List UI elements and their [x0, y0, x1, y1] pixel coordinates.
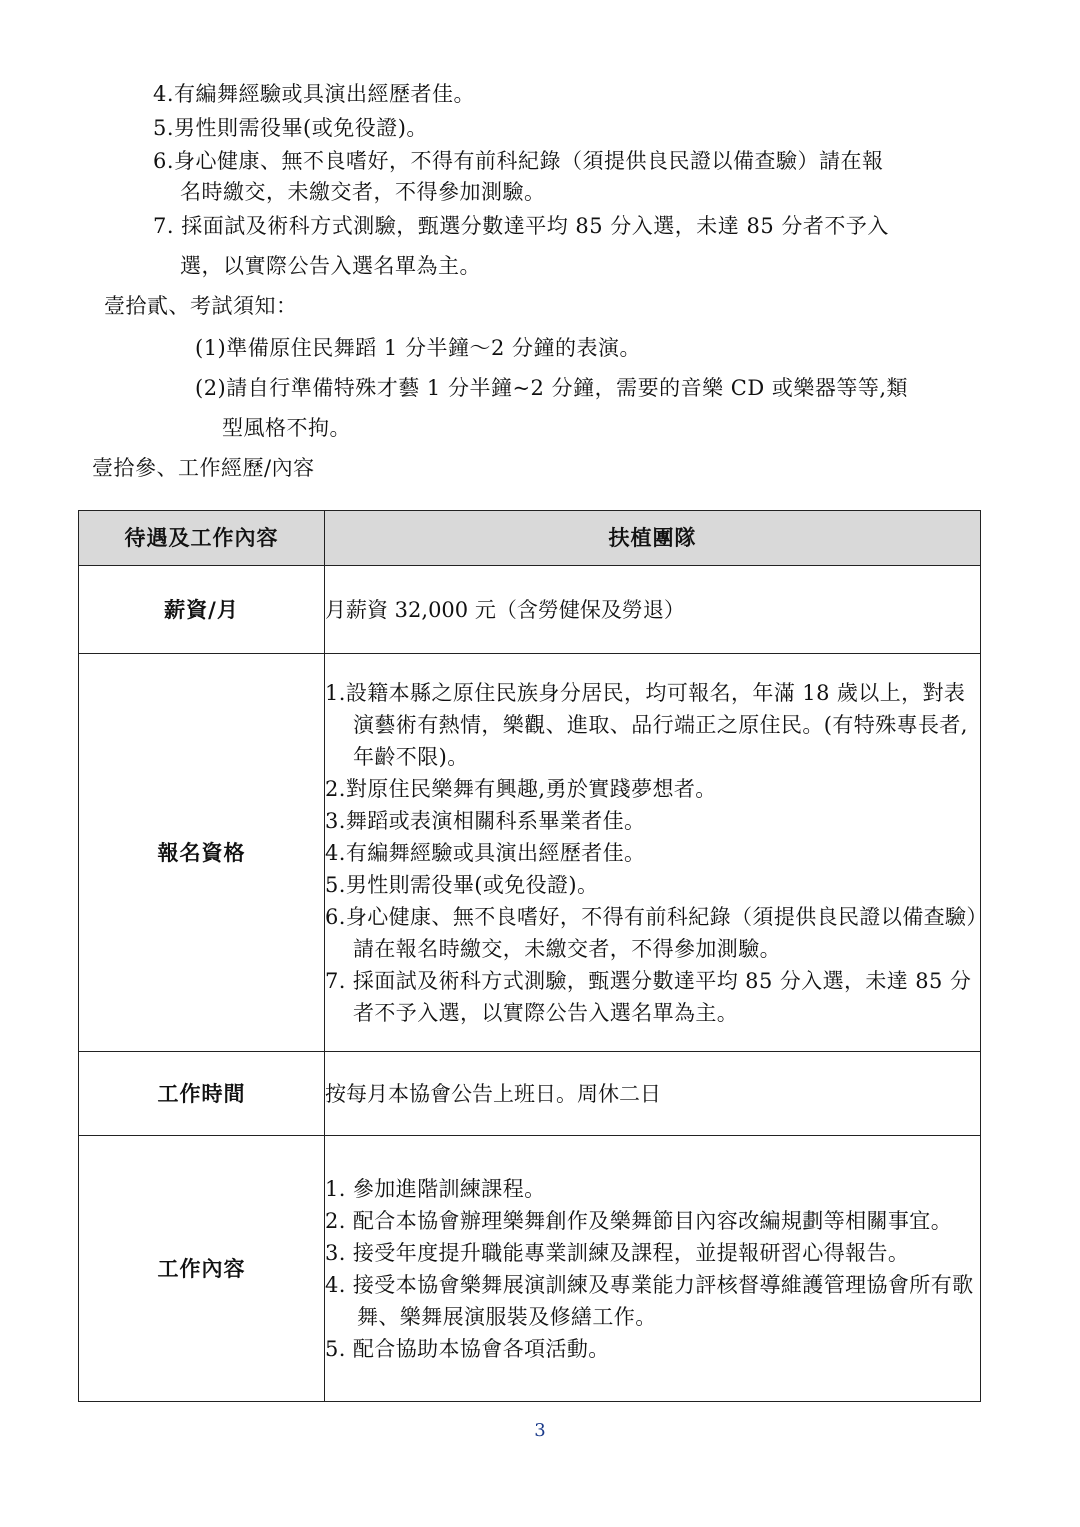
- qualification-item: 1.設籍本縣之原住民族身分居民，均可報名，年滿 18 歲以上，對表演藝術有熱情，樂觀、進取、品行端正之原住民。(有特殊專長者,年齡不限)。: [325, 680, 968, 769]
- header-cell-treatment: 待遇及工作內容: [79, 511, 325, 566]
- work-content-label: 工作內容: [79, 1136, 325, 1402]
- list-item-7: 7. 採面試及術科方式測驗，甄選分數達平均 85 分入選，未達 85 分者不予入: [153, 214, 889, 238]
- qualification-item: 3.舞蹈或表演相關科系畢業者佳。: [325, 808, 646, 833]
- table-header-row: [79, 511, 981, 566]
- salary-value: 月薪資 32,000 元（含勞健保及勞退）: [325, 566, 981, 654]
- work-content-item: 5. 配合協助本協會各項活動。: [325, 1336, 610, 1361]
- table-row-work-content: [79, 1136, 981, 1402]
- list-item-6: 6.身心健康、無不良嗜好，不得有前科紀錄（須提供良民證以備查驗）請在報: [153, 149, 884, 173]
- exam-note-2: (2)請自行準備特殊才藝 1 分半鐘~2 分鐘，需要的音樂 CD 或樂器等等,類: [195, 376, 909, 400]
- section-12-heading: 壹拾貳、考試須知：: [104, 294, 298, 318]
- work-content-item: 4. 接受本協會樂舞展演訓練及專業能力評核督導維護管理協會所有歌舞、樂舞展演服裝及修繕工作。: [325, 1272, 974, 1329]
- work-time-label: 工作時間: [79, 1052, 325, 1136]
- table-row-qualification: [79, 654, 981, 1052]
- work-content-list: [325, 1136, 981, 1402]
- exam-note-1: (1)準備原住民舞蹈 1 分半鐘～2 分鐘的表演。: [195, 336, 641, 360]
- job-table: [78, 510, 981, 1402]
- qualification-item: 7. 採面試及術科方式測驗，甄選分數達平均 85 分入選，未達 85 分者不予入選，以實際公告入選名單為主。: [325, 968, 972, 1025]
- list-item-5: 5.男性則需役畢(或免役證)。: [153, 116, 428, 140]
- table-row-work-time: [79, 1052, 981, 1136]
- section-13-heading: 壹拾參、工作經歷/內容: [92, 456, 315, 480]
- work-time-value: 按每月本協會公告上班日。周休二日: [325, 1052, 981, 1136]
- header-cell-team: 扶植團隊: [325, 511, 981, 566]
- qualification-item: 2.對原住民樂舞有興趣,勇於實踐夢想者。: [325, 776, 717, 801]
- work-content-item: 1. 參加進階訓練課程。: [325, 1176, 546, 1201]
- qualification-item: 6.身心健康、無不良嗜好，不得有前科紀錄（須提供良民證以備查驗）請在報名時繳交，未繳交者，不得參加測驗。: [325, 904, 978, 961]
- list-item-4: 4.有編舞經驗或具演出經歷者佳。: [153, 82, 476, 106]
- qualification-item: 5.男性則需役畢(或免役證)。: [325, 872, 599, 897]
- work-content-item: 2. 配合本協會辦理樂舞創作及樂舞節目內容改編規劃等相關事宜。: [325, 1208, 953, 1233]
- list-item-7-cont: 選，以實際公告入選名單為主。: [180, 254, 481, 278]
- salary-label: 薪資/月: [79, 566, 325, 654]
- qualification-label: 報名資格: [79, 654, 325, 1052]
- qualification-list: [325, 654, 981, 1052]
- list-item-6-cont: 名時繳交，未繳交者，不得參加測驗。: [180, 180, 546, 204]
- page-number: 3: [534, 1420, 546, 1441]
- work-content-item: 3. 接受年度提升職能專業訓練及課程，並提報研習心得報告。: [325, 1240, 910, 1265]
- qualification-item: 4.有編舞經驗或具演出經歷者佳。: [325, 840, 646, 865]
- table-row-salary: [79, 566, 981, 654]
- exam-note-2-cont: 型風格不拘。: [222, 416, 351, 440]
